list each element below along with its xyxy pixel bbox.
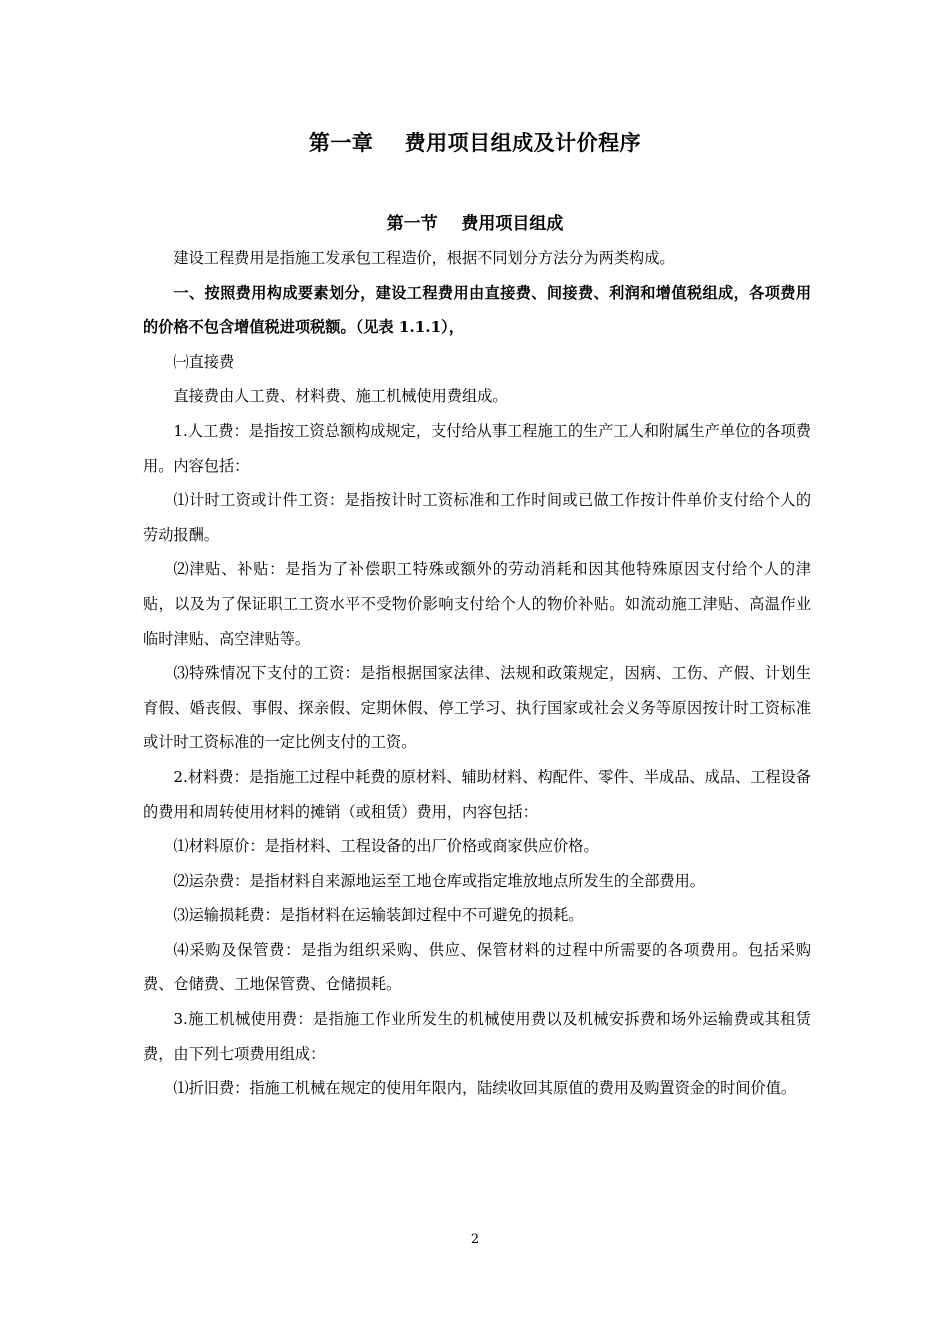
machinery-item-1: ⑴折旧费：指施工机械在规定的使用年限内，陆续收回其原值的费用及购置资金的时间价值。 [173,1079,797,1098]
page-number: 2 [470,1232,480,1247]
material-item-3: ⑶运输损耗费：是指材料在运输装卸过程中不可避免的损耗。 [173,906,584,925]
chapter-title: 第一章 费用项目组成及计价程序 [308,130,642,155]
direct-cost-heading: ㈠直接费 [173,352,235,371]
material-item-2: ⑵运杂费：是指材料自来源地运至工地仓库或指定堆放地点所发生的全部费用。 [173,871,705,890]
labor-item-3: ⑶特殊情况下支付的工资：是指根据国家法律、法规和政策规定，因病、工伤、产假、计划生育假、婚丧假、事假、探亲假、定期休假、停工学习、执行国家或社会义务等原因按计时工资标准或计时工资标准的一定比例支付的工资。 [143,664,811,752]
intro-paragraph: 建设工程费用是指施工发承包工程造价，根据不同划分方法分为两类构成。 [173,249,675,267]
classification-heading: 一、按照费用构成要素划分，建设工程费用由直接费、间接费、利润和增值税组成，各项费用的价格不包含增值税进项税额。（见表 1.1.1）， [143,283,811,337]
section-title: 第一节 费用项目组成 [386,214,564,234]
machinery-cost-paragraph: 3.施工机械使用费：是指施工作业所发生的机械使用费以及机械安拆费和场外运输费或其租赁费，由下列七项费用组成： [143,1010,811,1063]
labor-item-1: ⑴计时工资或计件工资：是指按计时工资标准和工作时间或已做工作按计件单价支付给个人的劳动报酬。 [143,491,811,544]
material-item-4: ⑷采购及保管费：是指为组织采购、供应、保管材料的过程中所需要的各项费用。包括采购费、仓储费、工地保管费、仓储损耗。 [143,940,811,994]
direct-cost-paragraph: 直接费由人工费、材料费、施工机械使用费组成。 [173,387,508,406]
labor-cost-paragraph: 1.人工费：是指按工资总额构成规定，支付给从事工程施工的生产工人和附属生产单位的各项费用。内容包括： [143,421,811,475]
material-cost-paragraph: 2.材料费：是指施工过程中耗费的原材料、辅助材料、构配件、零件、半成品、成品、工程设备的费用和周转使用材料的摊销（或租赁）费用，内容包括： [143,767,811,821]
labor-item-2: ⑵津贴、补贴：是指为了补偿职工特殊或额外的劳动消耗和因其他特殊原因支付给个人的津贴，以及为了保证职工工资水平不受物价影响支付给个人的物价补贴。如流动施工津贴、高温作业临时津贴、高空津贴等。 [143,560,811,648]
body-text [143,241,811,1106]
material-item-1: ⑴材料原价：是指材料、工程设备的出厂价格或商家供应价格。 [173,837,599,856]
